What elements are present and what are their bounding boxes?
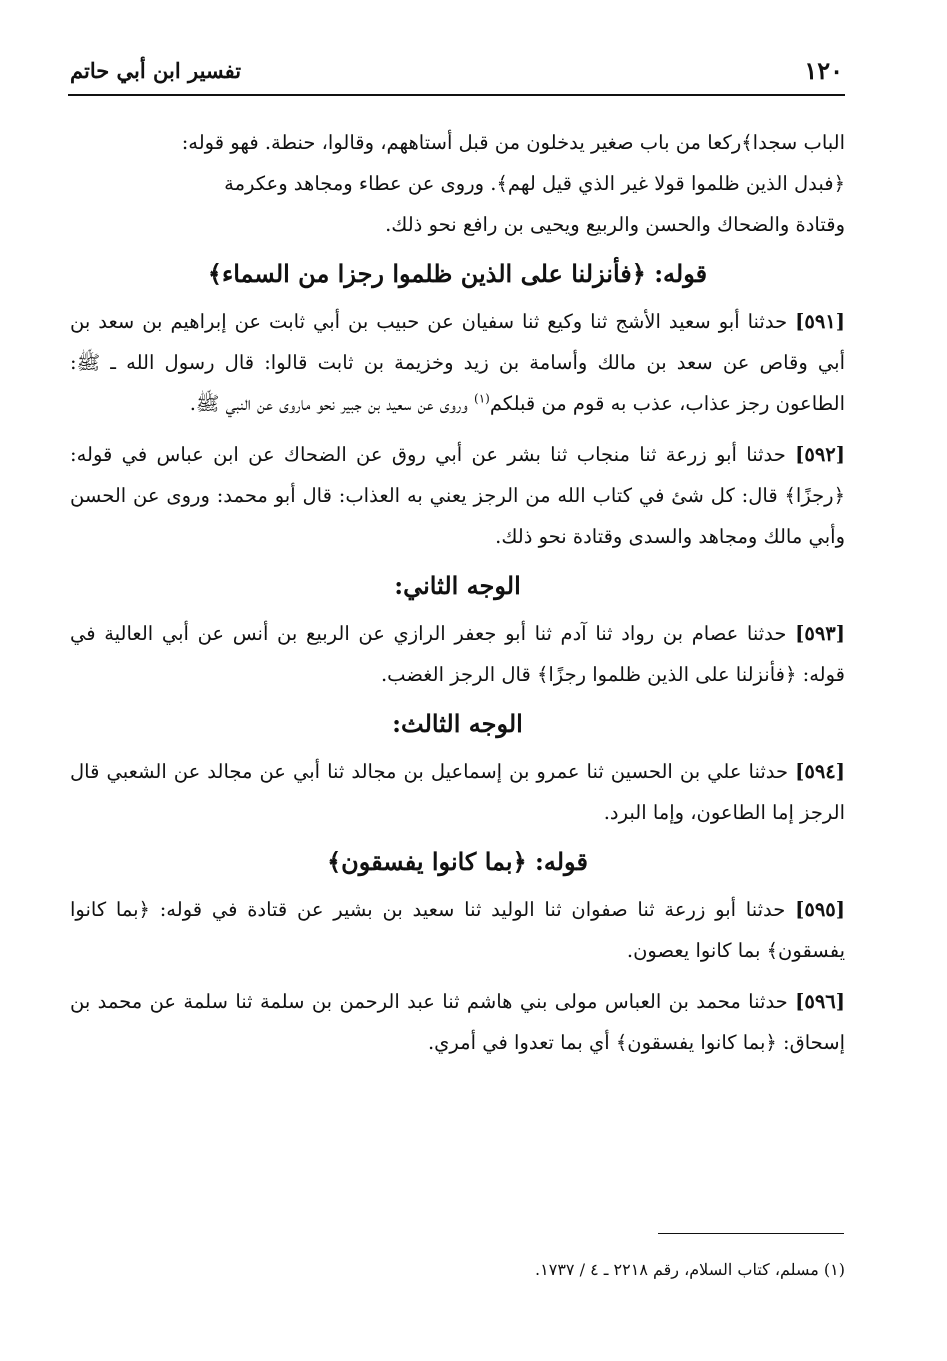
narration-number: [٥٩٤] <box>795 760 845 783</box>
section-heading-they-transgressed: قوله: ﴿بما كانوا يفسقون﴾ <box>327 847 588 876</box>
narration-text: حدثنا أبو زرعة ثنا صفوان ثنا الوليد ثنا سعيد بن بشير عن قتادة في قوله: ﴿بما كانوا يفسقون﴾ بما كانوا يعصون. <box>70 898 845 962</box>
narration-text: حدثنا علي بن الحسين ثنا عمرو بن إسماعيل بن مجالد ثنا أبي عن مجالد عن الشعبي قال الرجز إما الطاعون، وإما البرد. <box>70 760 845 824</box>
header-rule <box>68 94 845 96</box>
narration-number: [٥٩٣] <box>795 622 845 645</box>
page-header <box>70 52 843 92</box>
section-heading-second-aspect: الوجه الثاني: <box>394 571 521 600</box>
narration-text: حدثنا محمد بن العباس مولى بني هاشم ثنا عبد الرحمن بن سلمة ثنا سلمة عن محمد بن إسحاق: ﴿بما كانوا يفسقون﴾ أي بما تعدوا في أمري. <box>70 990 845 1054</box>
narration-number: [٥٩٦] <box>795 990 845 1013</box>
narration-number: [٥٩١] <box>795 310 846 333</box>
intro-line-3: وقتادة والضحاك والحسن والربيع ويحيى بن رافع نحو ذلك. <box>385 213 845 236</box>
running-title: تفسير ابن أبي حاتم <box>70 58 242 83</box>
page-number: ١٢٠ <box>804 56 843 85</box>
narration-594 <box>70 751 845 833</box>
narration-number: [٥٩٢] <box>795 443 846 466</box>
narration-number: [٥٩٥] <box>795 898 845 921</box>
section-heading-third-aspect: الوجه الثالث: <box>392 709 523 738</box>
narration-595 <box>70 889 845 971</box>
narration-text: حدثنا أبو سعيد الأشج ثنا وكيع ثنا سفيان عن حبيب بن أبي ثابت عن إبراهيم بن سعد بن أبي وقاص عن سعد بن مالك وأسامة بن زيد وخزيمة بن ثابت قالوا: قال رسول الله ـ ﷺ: الطاعون رجز عذاب، عذب به قوم من قبلكم <box>70 310 845 415</box>
section-heading-rijz-from-sky: قوله: ﴿فأنزلنا على الذين ظلموا رجزا من السماء﴾ <box>207 259 708 288</box>
page-body <box>70 122 845 1063</box>
footnote-rule <box>658 1233 844 1234</box>
footnote: (١) مسلم، كتاب السلام، رقم ٢٢١٨ ـ ٤ / ١٧٣٧. <box>535 1260 845 1279</box>
intro-line-2: ﴿فبدل الذين ظلموا قولا غير الذي قيل لهم﴾. وروى عن عطاء ومجاهد وعكرمة <box>224 172 845 195</box>
intro-line-1: الباب سجدا﴾ركعا من باب صغير يدخلون من قبل أستاههم، وقالوا، حنطة. فهو قوله: <box>181 131 845 154</box>
narration-text-continued: وروى عن سعيد بن جبير نحو ماروى عن النبي ﷺ. <box>189 392 468 415</box>
footnote-reference: (١) <box>474 391 490 406</box>
narration-596 <box>70 981 845 1063</box>
narration-593 <box>70 613 845 695</box>
narration-592 <box>70 434 845 557</box>
narration-591 <box>70 301 845 424</box>
narration-text: حدثنا عصام بن رواد ثنا آدم ثنا أبو جعفر الرازي عن الربيع بن أنس عن أبي العالية في قوله: ﴿فأنزلنا على الذين ظلموا رجزًا﴾ قال الرجز الغضب. <box>70 622 845 686</box>
narration-text: حدثنا أبو زرعة ثنا منجاب ثنا بشر عن أبي روق عن الضحاك عن ابن عباس في قوله: ﴿رجزًا﴾ قال: كل شئ في كتاب الله من الرجز يعني به العذاب: قال أبو محمد: وروى عن الحسن وأبي مالك ومجاهد والسدى وقتادة نحو ذلك. <box>70 443 845 548</box>
